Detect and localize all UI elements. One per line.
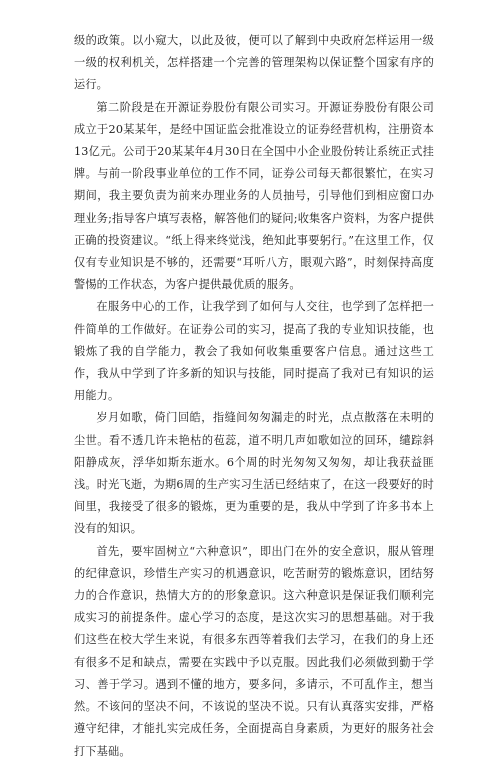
paragraph-reflection: 岁月如歌，倚门回皓，指缝间匆匆漏走的时光，点点散落在未明的尘世。看不透几许未艳枯的苞蕊，道不明几声如歌如泣的回环，缱踪斜阳静成灰，浮华如斯东逝水。6个周的时光匆匆又匆匆，却让我获益匪浅。时光飞逝，为期6周的生产实习生活已经结束了，在这一段要好的时间里，我接受了很多的锻炼，更为重要的是，我从中学到了许多书本上没有的知识。 <box>74 411 434 536</box>
document-body <box>74 30 434 763</box>
paragraph-securities-internship: 第二阶段是在开源证券股份有限公司实习。开源证券股份有限公司成立于20某某年，是经中国证监会批准设立的证券经营机构，注册资本13亿元。公司于20某某年4月30日在全国中小企业股份转让系统正式挂牌。与前一阶段事业单位的工作不同，证券公司每天都很繁忙，在实习期间，我主要负责为前来办理业务的人员抽号，引导他们到相应窗口办理业务;指导客户填写表格，解答他们的疑问;收集客户资料，为客户提供正确的投资建议。“纸上得来终觉浅，绝知此事要躬行。”在这里工作，仅仅有专业知识是不够的，还需要“耳听八方，眼观六路”，时刻保持高度警惕的工作状态，为客户提供最优质的服务。 <box>74 100 434 292</box>
paragraph-six-awareness: 首先，要牢固树立“六种意识”，即出门在外的安全意识，服从管理的纪律意识，珍惜生产实习的机遇意识，吃苦耐劳的锻炼意识，团结努力的合作意识，热情大方的的形象意识。这六种意识是保证我们顺利完成实习的前提条件。虚心学习的态度，是这次实习的思想基础。对于我们这些在校大学生来说，有很多东西等着我们去学习，在我们的身上还有很多不足和缺点，需要在实践中予以克服。因此我们必须做到勤于学习、善于学习。遇到不懂的地方，要多问，多请示，不可乱作主，想当然。不该问的坚决不问，不该说的坚决不说。只有认真落实安排，严格遵守纪律，才能扎实完成任务，全面提高自身素质，为更好的服务社会打下基础。 <box>74 544 434 758</box>
paragraph-continued: 级的政策。以小窥大，以此及彼，便可以了解到中央政府怎样运用一级一级的权利机关，怎样搭建一个完善的管理架构以保证整个国家有序的运行。 <box>74 34 434 92</box>
paragraph-service-center: 在服务中心的工作，让我学到了如何与人交往，也学到了怎样把一件简单的工作做好。在证券公司的实习，提高了我的专业知识技能，也锻炼了我的自学能力，教会了我如何收集重要客户信息。通过这些工作，我从中学到了许多新的知识与技能，同时提高了我对已有知识的运用能力。 <box>74 300 434 403</box>
